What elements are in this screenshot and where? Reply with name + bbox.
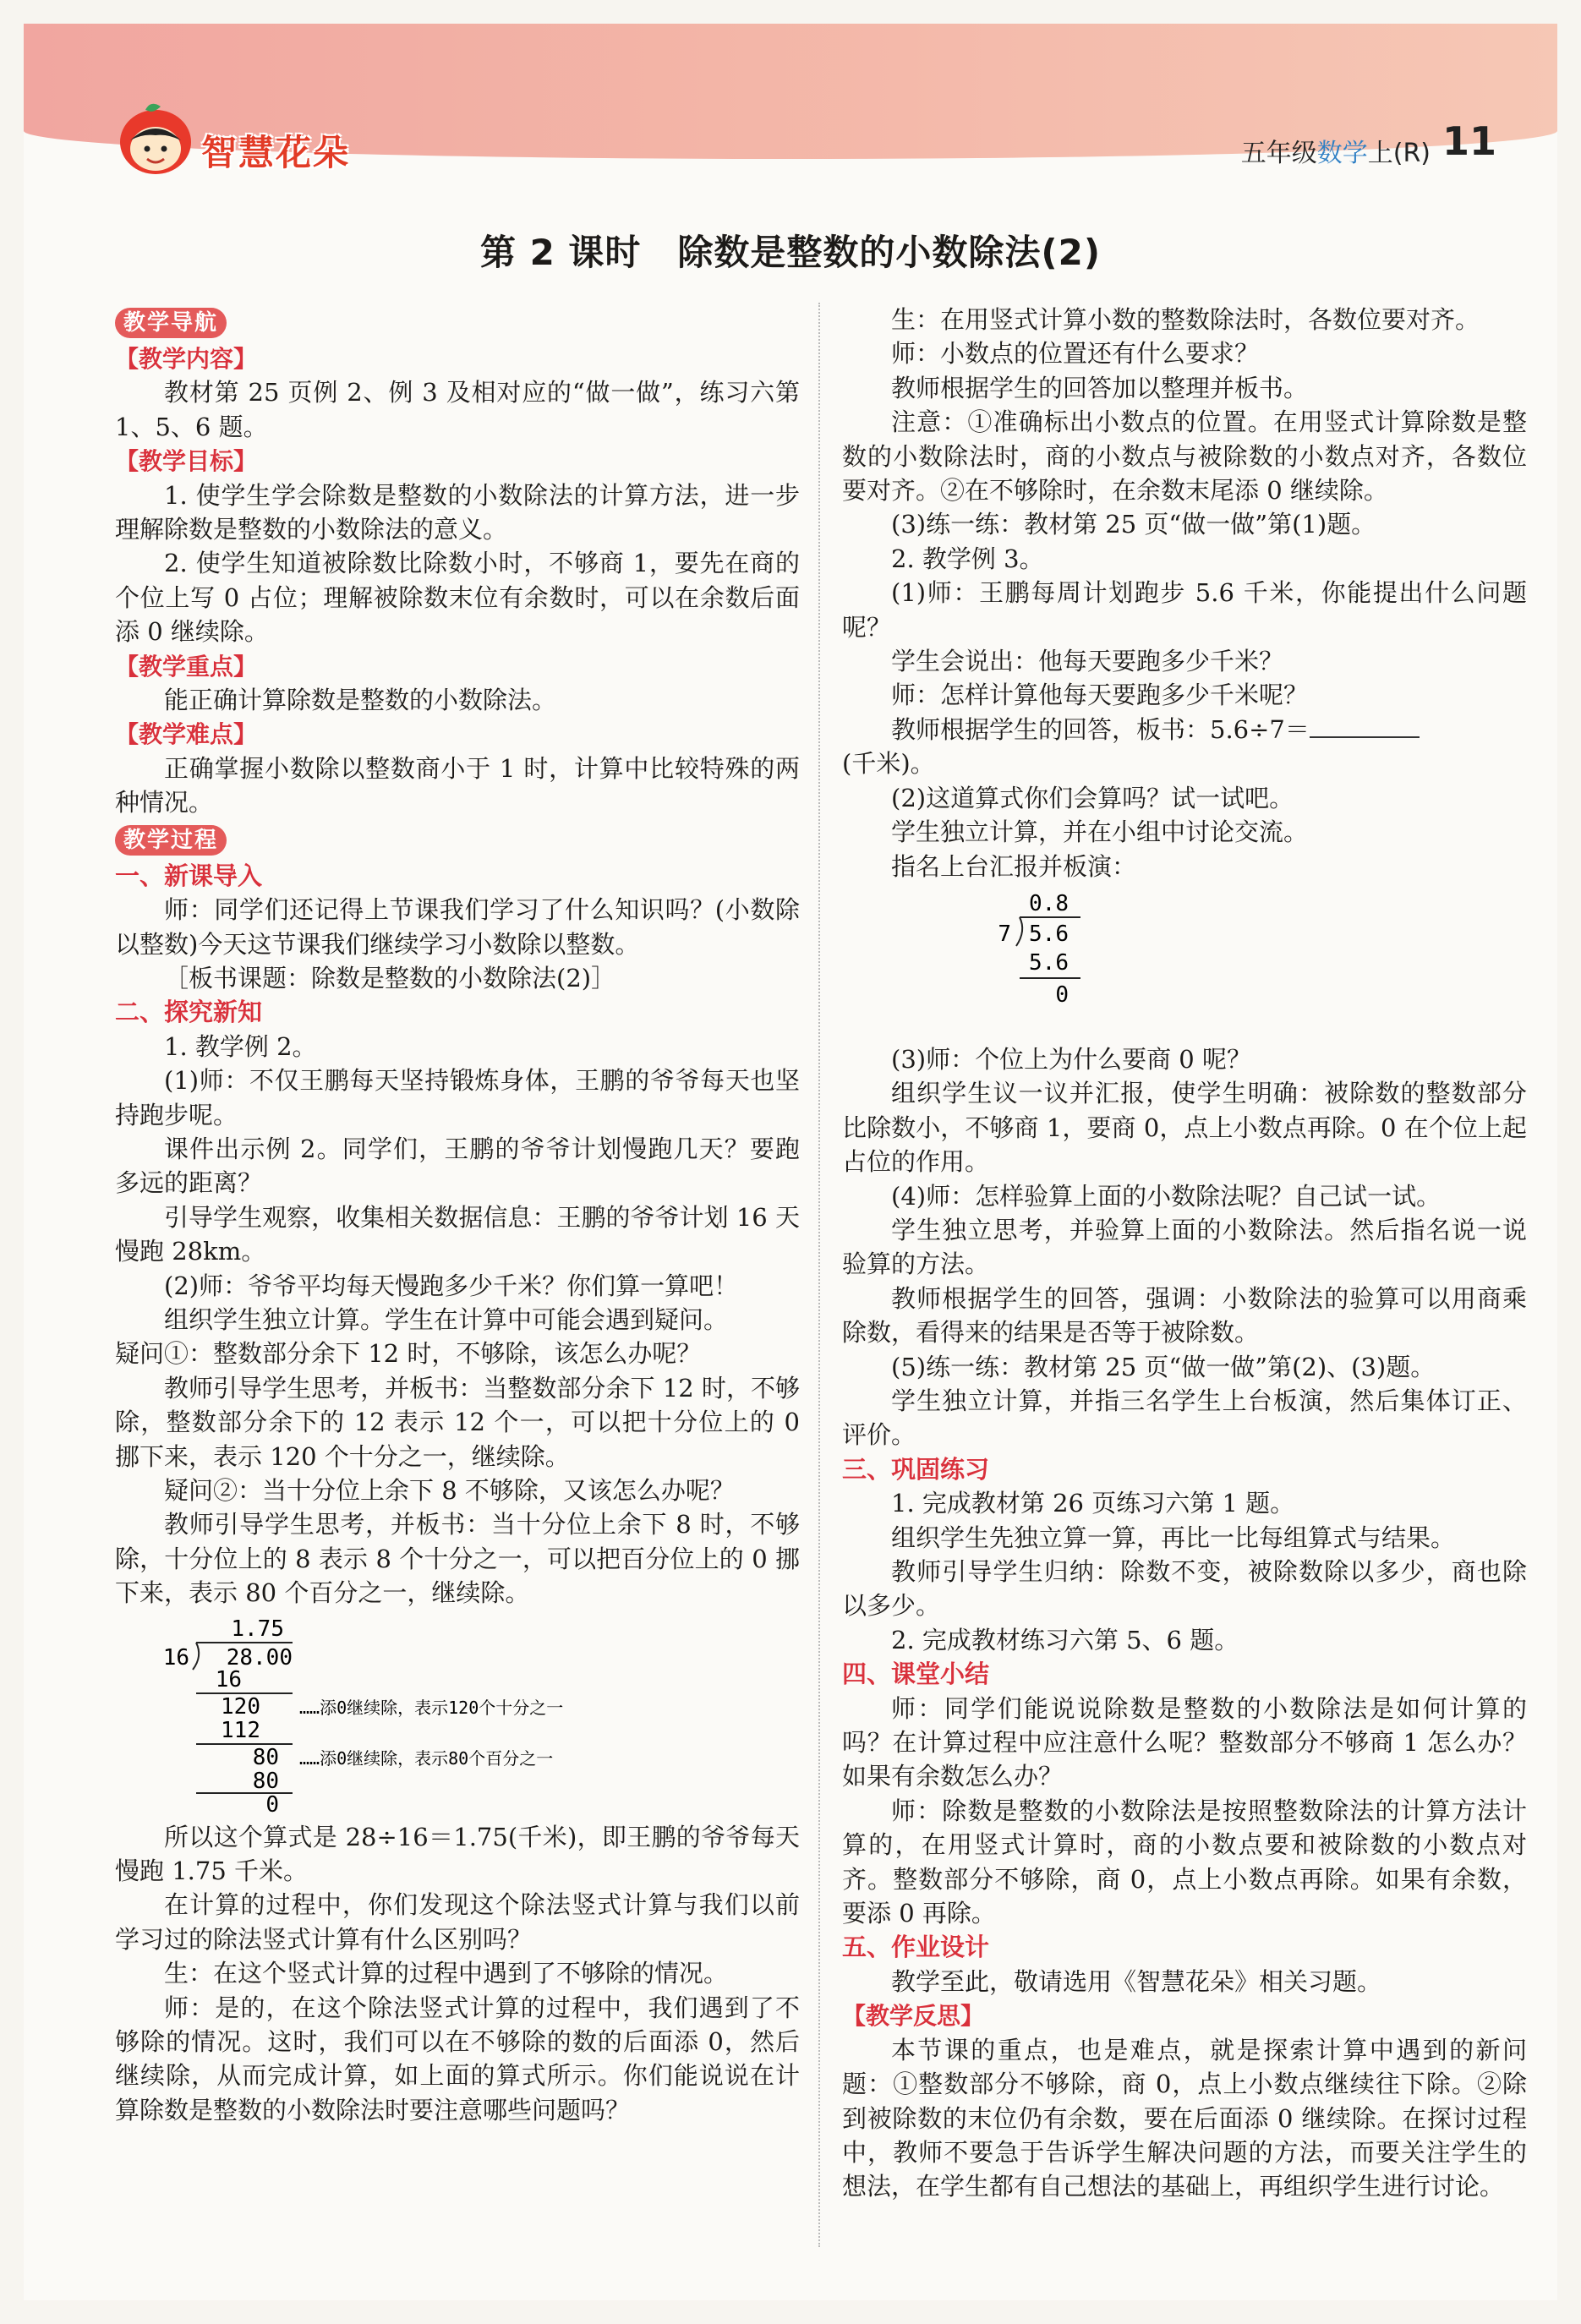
difficulty-label: 【教学难点】: [115, 720, 258, 749]
calc2-dividend: 5.6: [1029, 921, 1069, 947]
paragraph: 教师引导学生思考，并板书：当十分位上余下 8 时，不够除，十分位上的 8 表示 8 个十分之一，可以把百分位上的 0 挪下来，表示 80 个百分之一，继续除。: [115, 1510, 800, 1608]
calc-step-5: 80: [252, 1768, 279, 1794]
calc2-quotient: 0.8: [1029, 890, 1069, 916]
paragraph: 在计算的过程中，你们发现这个除法竖式计算与我们以前学习过的除法竖式计算有什么区别吗？: [115, 1890, 800, 1954]
page-number: 11: [1442, 118, 1496, 164]
goal-1: 1. 使学生学会除数是整数的小数除法的计算方法，进一步理解除数是整数的小数除法的意义。: [115, 480, 800, 544]
brand-name: 智慧花朵: [201, 132, 351, 173]
paragraph: 师：小数点的位置还有什么要求？: [891, 339, 1260, 369]
calc-quotient: 1.75: [231, 1616, 284, 1642]
paragraph: 课件出示例 2。同学们，王鹏的爷爷计划慢跑几天？要跑多远的距离？: [115, 1134, 800, 1198]
question-2: 疑问②：当十分位上余下 8 不够除，又该怎么办呢？: [164, 1476, 735, 1505]
calc2-step-1: 5.6: [1029, 949, 1069, 976]
paragraph: 教学至此，敬请选用《智慧花朵》相关习题。: [891, 1966, 1382, 1996]
calc-step-2: 120: [221, 1693, 260, 1720]
calc-note-2: ……添0继续除，表示80个百分之一: [299, 1747, 554, 1769]
calc-remainder: 0: [265, 1791, 279, 1817]
paragraph: 生：在用竖式计算小数的整数除法时，各数位要对齐。: [891, 305, 1480, 334]
calc-divisor: 16: [162, 1644, 189, 1671]
paragraph: 生：在这个竖式计算的过程中遇到了不够除的情况。: [164, 1959, 729, 1988]
question-1: 疑问①：整数部分余下 12 时，不够除，该怎么办呢？: [115, 1339, 702, 1369]
paragraph: (2)这道算式你们会算吗？试一试吧。: [891, 783, 1294, 812]
paragraph: (3)师：个位上为什么要商 0 呢？: [891, 1044, 1251, 1074]
column-divider: [818, 303, 820, 2247]
grade-text: 五年级: [1240, 139, 1317, 168]
paragraph: 师：除数是整数的小数除法是按照整数除法的计算方法计算的，在用竖式计算时，商的小数点要和被除数的小数点对齐。整数部分不够除，商 0，点上小数点再除。如果有余数，要添 0 再除。: [842, 1796, 1527, 1928]
calc2-remainder: 0: [1055, 982, 1069, 1008]
paragraph: 2. 完成教材练习六第 5、6 题。: [891, 1625, 1239, 1654]
paragraph: 教师引导学生思考，并板书：当整数部分余下 12 时，不够除，整数部分余下的 12 表示 12 个一，可以把十分位上的 0 挪下来，表示 120 个十分之一，继续除。: [115, 1373, 800, 1471]
content-label: 【教学内容】: [115, 345, 258, 373]
section-2-heading: 二、探究新知: [115, 998, 263, 1027]
note-paragraph: 注意：①准确标出小数点的位置。在用竖式计算除数是整数的小数除法时，商的小数点与被除数的小数点对齐，各数位要对齐。②在不够除时，在余数末尾添 0 继续除。: [842, 407, 1527, 506]
paragraph: 学生独立思考，并验算上面的小数除法。然后指名说一说验算的方法。: [842, 1215, 1527, 1279]
girl-face-icon: [117, 100, 201, 184]
long-division-5.6-by-7: [842, 887, 1527, 1039]
paragraph: 师：同学们能说说除数是整数的小数除法是如何计算的吗？在计算过程中应注意什么呢？整数部分不够商 1 怎么办？如果有余数怎么办？: [842, 1693, 1527, 1791]
section-5-heading: 五、作业设计: [842, 1933, 990, 1962]
calc-dividend: 28.00: [226, 1644, 293, 1671]
unit-text: (千米)。: [842, 749, 935, 779]
answer-blank: [1310, 713, 1420, 738]
term-text: 上(R): [1367, 139, 1431, 168]
reflection-label: 【教学反思】: [842, 2002, 985, 2031]
paragraph: 1. 教学例 2。: [164, 1031, 317, 1061]
subject-text: 数学: [1316, 139, 1368, 168]
paragraph: (2)师：爷爷平均每天慢跑多少千米？你们算一算吧！: [164, 1271, 739, 1300]
calc-step-3: 112: [221, 1717, 260, 1743]
paragraph: 2. 教学例 3。: [891, 544, 1044, 573]
paragraph: (5)练一练：教材第 25 页“做一做”第(2)、(3)题。: [891, 1352, 1436, 1381]
paragraph: 师：怎样计算他每天要跑多少千米呢？: [891, 681, 1309, 710]
paragraph: 教师引导学生归纳：除数不变，被除数除以多少，商也除以多少。: [842, 1557, 1527, 1621]
paragraph: 学生独立计算，并在小组中讨论交流。: [891, 818, 1309, 847]
page: [24, 24, 1557, 2300]
paragraph: 1. 完成教材第 26 页练习六第 1 题。: [891, 1489, 1295, 1518]
calc-note-1: ……添0继续除，表示120个十分之一: [299, 1697, 564, 1718]
grade-label: [1241, 132, 1431, 169]
section-4-heading: 四、课堂小结: [842, 1660, 990, 1689]
calc-step-4: 80: [252, 1744, 279, 1770]
key-text: 能正确计算除数是整数的小数除法。: [164, 686, 557, 715]
process-badge: 教学过程: [115, 825, 227, 856]
paragraph: 学生会说出：他每天要跑多少千米？: [891, 647, 1284, 676]
long-division-28-by-16: [115, 1614, 800, 1817]
paragraph: 组织学生先独立算一算，再比一比每组算式与结果。: [891, 1523, 1456, 1552]
content-text: 教材第 25 页例 2、例 3 及相对应的“做一做”，练习六第 1、5、6 题。: [115, 378, 800, 441]
paragraph: (4)师：怎样验算上面的小数除法呢？自己试一试。: [891, 1181, 1442, 1211]
board-equation: [842, 713, 1527, 781]
paragraph: 组织学生议一议并汇报，使学生明确：被除数的整数部分比除数小，不够商 1，要商 0，点上小数点再除。0 在个位上起占位的作用。: [842, 1079, 1527, 1177]
brand-logo: [117, 100, 370, 184]
paragraph: 教师根据学生的回答，强调：小数除法的验算可以用商乘除数，看得来的结果是否等于被除数。: [842, 1283, 1527, 1348]
reflection-text: 本节课的重点，也是难点，就是探索计算中遇到的新问题：①整数部分不够除，商 0，点上小数点继续往下除。②除到被除数的末位仍有余数，要在后面添 0 继续除。在探讨过程中，教师不要急于告诉学生解决问题的方法，而要关注学生的想法，在学生都有自己想法的基础上，再组织学生进行讨论。: [842, 2035, 1527, 2201]
paragraph: 教师根据学生的回答加以整理并板书。: [891, 373, 1309, 402]
board-title: ［板书课题：除数是整数的小数除法(2)］: [164, 963, 616, 992]
lesson-title: 第 2 课时 除数是整数的小数除法(2): [479, 232, 1102, 273]
paragraph: 师：同学们还记得上节课我们学习了什么知识吗？(小数除以整数)今天这节课我们继续学习小数除以整数。: [115, 895, 800, 959]
difficulty-text: 正确掌握小数除以整数商小于 1 时，计算中比较特殊的两种情况。: [115, 753, 800, 818]
paragraph: 组织学生独立计算。学生在计算中可能会遇到疑问。: [164, 1304, 729, 1334]
paragraph: 引导学生观察，收集相关数据信息：王鹏的爷爷计划 16 天慢跑 28km。: [115, 1202, 800, 1266]
paragraph: (1)师：不仅王鹏每天坚持锻炼身体，王鹏的爷爷每天也坚持跑步呢。: [115, 1066, 800, 1129]
paragraph: (3)练一练：教材第 25 页“做一做”第(1)题。: [891, 510, 1376, 539]
paragraph: 学生独立计算，并指三名学生上台板演，然后集体订正、评价。: [842, 1386, 1527, 1450]
section-1-heading: 一、新课导入: [115, 861, 263, 890]
equation-text: 教师根据学生的回答，板书：5.6÷7＝: [891, 714, 1310, 744]
calc-step-1: 16: [215, 1666, 242, 1692]
paragraph: 指名上台汇报并板演：: [891, 851, 1137, 881]
goals-label: 【教学目标】: [115, 447, 258, 476]
section-3-heading: 三、巩固练习: [842, 1454, 990, 1484]
left-column: [115, 303, 800, 2127]
nav-badge: 教学导航: [115, 308, 227, 338]
paragraph: 所以这个算式是 28÷16＝1.75(千米)，即王鹏的爷爷每天慢跑 1.75 千米。: [115, 1822, 800, 1886]
goal-2: 2. 使学生知道被除数比除数小时，不够商 1，要先在商的个位上写 0 占位；理解被除数末位有余数时，可以在余数后面添 0 继续除。: [115, 549, 800, 647]
paragraph: 师：是的，在这个除法竖式计算的过程中，我们遇到了不够除的情况。这时，我们可以在不够除的数的后面添 0，然后继续除，从而完成计算，如上面的算式所示。你们能说说在计算除数是整数的小数除法时要注意哪些问题吗？: [115, 1993, 800, 2124]
right-column: [842, 303, 1527, 2204]
paragraph: (1)师：王鹏每周计划跑步 5.6 千米，你能提出什么问题呢？: [842, 578, 1527, 642]
calc2-divisor: 7: [998, 921, 1011, 947]
key-label: 【教学重点】: [115, 652, 258, 681]
